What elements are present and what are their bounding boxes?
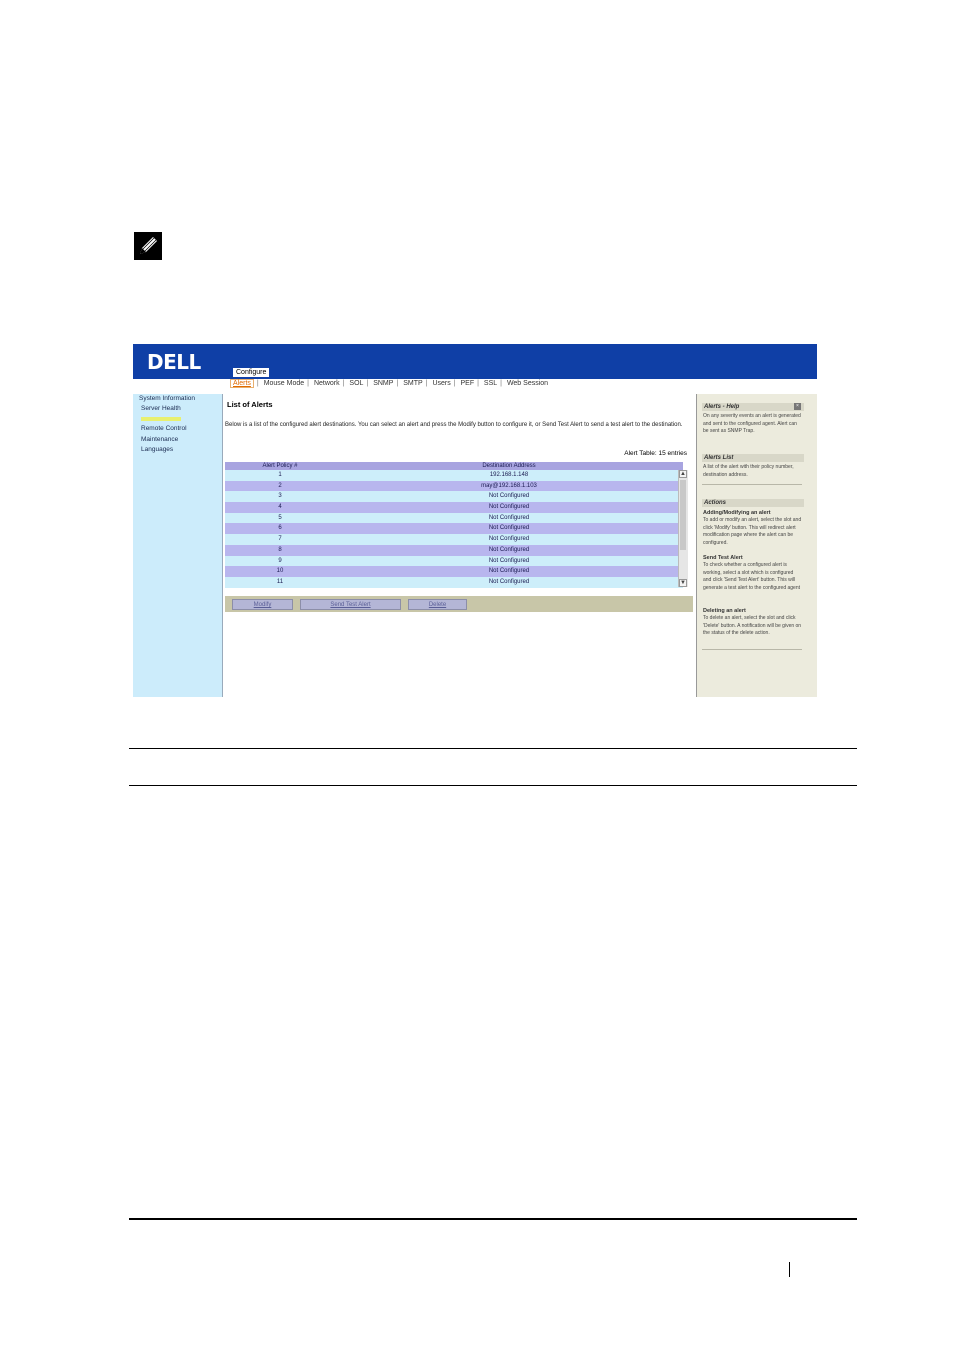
cell-policy: 4 [278, 504, 282, 511]
table-row[interactable] [225, 545, 683, 556]
help-send-text: To check whether a configured alert is working, select a slot which is configured and click 'Send Test Alert' button. This will generate a test alert to the configured agent [703, 562, 801, 591]
action-bar [225, 596, 693, 612]
help-panel [696, 394, 817, 697]
table-row[interactable] [225, 502, 683, 513]
help-title: Alerts - Help [702, 403, 804, 411]
cell-policy: 5 [278, 514, 282, 521]
help-delete-text: To delete an alert, select the slot and click 'Delete' button. A notification will be given on the status of the delete action. [703, 615, 802, 636]
help-divider [702, 484, 802, 485]
cell-destination: Not Configured [488, 568, 530, 575]
help-add-title: Adding/Modifying an alert [703, 510, 771, 516]
subnav-item-web-session[interactable]: Web Session [506, 380, 549, 387]
help-actions-heading: Actions [702, 499, 804, 507]
cell-destination: 192.168.1.148 [489, 472, 529, 478]
modify-button[interactable]: Modify [232, 599, 293, 610]
cell-policy: 11 [276, 578, 284, 585]
table-row[interactable] [225, 566, 683, 577]
help-alerts-list-heading: Alerts List [702, 454, 804, 462]
cell-destination: Not Configured [488, 578, 530, 585]
table-bottom-rule [129, 785, 857, 786]
cell-destination: Not Configured [488, 504, 530, 511]
cell-destination: Not Configured [488, 525, 530, 532]
sidebar-item-remote-control[interactable]: Remote Control [141, 425, 187, 432]
table-row[interactable] [225, 481, 683, 492]
send-test-alert-button[interactable]: Send Test Alert [300, 599, 401, 610]
table-row[interactable] [225, 556, 683, 567]
main-content [225, 394, 695, 697]
cell-destination: Not Configured [488, 546, 530, 553]
table-top-rule [129, 748, 857, 749]
subnav-item-sol[interactable]: SOL [349, 380, 364, 387]
cell-policy: 8 [278, 546, 282, 553]
cell-policy: 3 [278, 493, 282, 500]
footer-rule [129, 1218, 857, 1220]
cell-policy: 9 [278, 557, 282, 564]
scroll-up-arrow-icon[interactable]: ▲ [680, 471, 686, 477]
help-send-title: Send Test Alert [703, 555, 743, 561]
column-header-destination-address[interactable]: Destination Address [482, 463, 536, 469]
help-alerts-list-text: A list of the alert with their policy number, destination address. [703, 464, 794, 478]
alert-table-count: Alert Table: 15 entries [624, 450, 687, 457]
subnav-item-users[interactable]: Users [432, 380, 451, 387]
delete-button[interactable]: Delete [408, 599, 467, 610]
sidebar-item-maintenance[interactable]: Maintenance [141, 436, 179, 443]
cell-destination: Not Configured [488, 536, 530, 543]
subnav: Alerts | Mouse Mode | Network | SOL | SNMP | SMTP | Users | PEF | SSL | Web Session [230, 380, 548, 390]
table-row[interactable] [225, 470, 683, 481]
help-delete-title: Deleting an alert [703, 608, 746, 614]
cell-destination: Not Configured [488, 514, 530, 521]
tab-configure[interactable]: Configure [233, 368, 269, 377]
cell-policy: 7 [278, 536, 282, 543]
table-header [225, 462, 683, 470]
scroll-thumb[interactable] [680, 480, 686, 550]
subnav-item-alerts[interactable]: Alerts [230, 379, 254, 388]
subnav-item-mouse-mode[interactable]: Mouse Mode [263, 380, 305, 387]
help-add-text: To add or modify an alert, select the slot and click 'Modify' button. This will redirect alert modification page where the alert can be configured. [703, 517, 802, 546]
header-banner [133, 344, 817, 379]
note-pencil-icon [134, 232, 162, 260]
table-row[interactable] [225, 534, 683, 545]
table-row[interactable] [225, 577, 683, 588]
sidebar-item-languages[interactable]: Languages [141, 446, 174, 453]
close-icon[interactable]: × [794, 403, 801, 410]
alerts-screenshot [133, 344, 817, 697]
alerts-table [225, 462, 683, 588]
page-title: List of Alerts [227, 400, 273, 409]
cell-destination: Not Configured [488, 557, 530, 564]
column-header-alert-policy[interactable]: Alert Policy # [262, 463, 298, 469]
sidebar-highlight [141, 417, 181, 421]
subnav-item-smtp[interactable]: SMTP [403, 380, 423, 387]
cell-policy: 2 [278, 482, 282, 489]
subnav-item-pef[interactable]: PEF [460, 380, 475, 387]
subnav-item-snmp[interactable]: SNMP [373, 380, 394, 387]
help-divider [702, 649, 802, 650]
table-scrollbar[interactable] [678, 470, 688, 587]
cell-policy: 6 [278, 525, 282, 532]
table-row[interactable] [225, 523, 683, 534]
footer-separator [789, 1262, 790, 1277]
dell-logo: DELL [147, 350, 201, 374]
help-intro: On any severity events an alert is generated and sent to the configured agent. Alert can be sent as SNMP Trap. [703, 413, 801, 434]
table-row[interactable] [225, 513, 683, 524]
cell-policy: 10 [276, 568, 284, 575]
subnav-item-network[interactable]: Network [313, 380, 340, 387]
sidebar [133, 394, 223, 697]
cell-policy: 1 [278, 472, 282, 478]
subnav-item-ssl[interactable]: SSL [483, 380, 498, 387]
table-row[interactable] [225, 491, 683, 502]
scroll-down-arrow-icon[interactable]: ▼ [680, 580, 686, 586]
sidebar-item-server-health[interactable]: Server Health [141, 405, 181, 412]
page-description: Below is a list of the configured alert destinations. You can select an alert and press the Modify button to configure it, or Send Test Alert to send a test alert to the destination. [225, 422, 683, 428]
sidebar-item-system-information[interactable]: System Information [139, 395, 195, 402]
cell-destination: Not Configured [488, 493, 530, 500]
cell-destination: may@192.168.1.103 [481, 482, 537, 489]
